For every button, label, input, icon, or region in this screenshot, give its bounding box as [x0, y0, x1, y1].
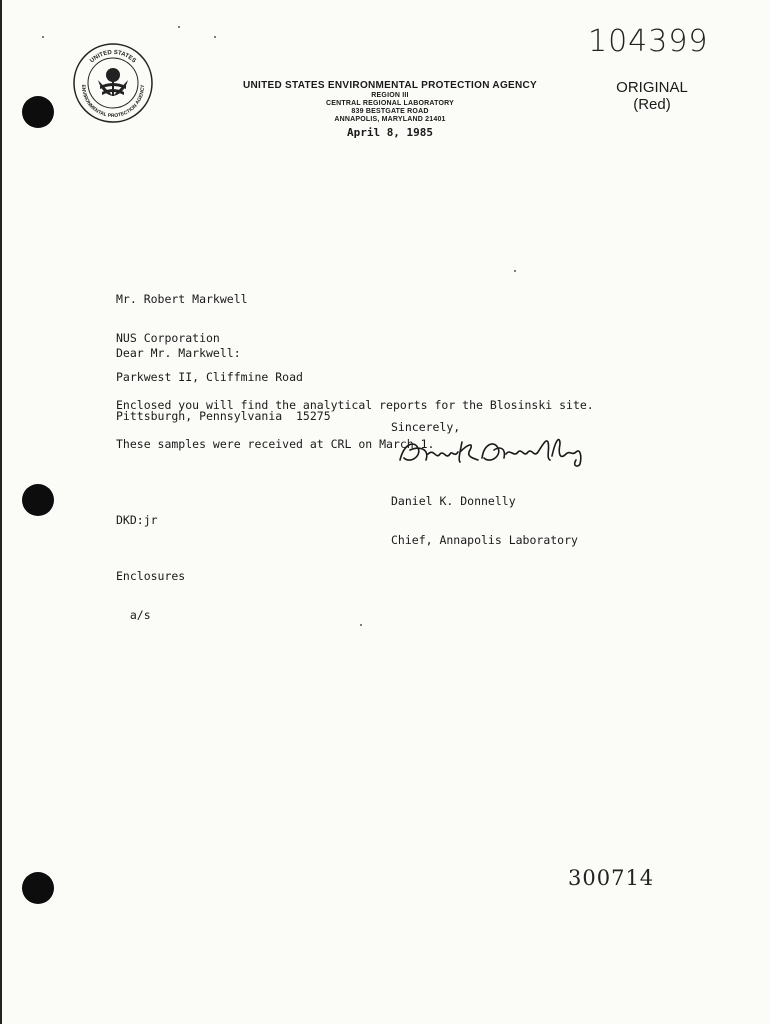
scan-speck — [360, 624, 362, 626]
epa-seal — [72, 42, 154, 124]
enclosures-label: Enclosures — [116, 569, 186, 583]
recipient-line: Mr. Robert Markwell — [116, 292, 248, 306]
agency-name: UNITED STATES ENVIRONMENTAL PROTECTION AGENCY — [242, 80, 538, 91]
page-edge — [0, 0, 2, 1024]
epa-seal-icon — [72, 42, 154, 124]
seal-text-top: UNITED STATES — [89, 49, 137, 65]
svg-text:UNITED STATES — [89, 50, 136, 65]
signature-block — [391, 469, 578, 560]
recipient-line: NUS Corporation — [116, 331, 220, 345]
body-line: These samples were received at CRL on March 1. — [116, 437, 435, 451]
reference-initials: DKD:jr — [116, 513, 158, 527]
stamp-original-label: ORIGINAL — [616, 79, 688, 96]
city-line: ANNAPOLIS, MARYLAND 21401 — [334, 115, 446, 123]
punch-hole-middle — [22, 484, 54, 516]
salutation: Dear Mr. Markwell: — [116, 346, 241, 360]
lab-line: CENTRAL REGIONAL LABORATORY — [326, 99, 454, 107]
document-number: 104399 — [588, 24, 709, 59]
scan-speck — [178, 26, 180, 28]
punch-hole-top — [22, 96, 54, 128]
punch-hole-bottom — [22, 872, 54, 904]
street-line: 839 BESTGATE ROAD — [351, 107, 429, 115]
scan-speck — [42, 36, 44, 38]
letter-date: April 8, 1985 — [346, 125, 434, 139]
body-line: Enclosed you will find the analytical reports for the Blosinski site. — [116, 398, 594, 412]
recipient-line: Parkwest II, Cliffmine Road — [116, 370, 303, 384]
letterhead — [180, 80, 600, 139]
closing: Sincerely, — [391, 420, 461, 434]
signature-image — [396, 434, 592, 468]
region-line: REGION III — [371, 91, 409, 99]
enclosures-note: a/s — [116, 608, 151, 622]
recipient-line: Pittsburgh, Pennsylvania 15275 — [116, 409, 331, 423]
seal-text-bottom: ENVIRONMENTAL PROTECTION AGENCY — [79, 84, 147, 120]
page-number-stamp: 300714 — [568, 866, 655, 890]
stamp-color-label: (Red) — [633, 95, 671, 113]
original-stamp — [604, 80, 700, 113]
scan-speck — [514, 270, 516, 272]
scan-speck — [214, 36, 216, 38]
signature — [396, 434, 592, 468]
signer-title: Chief, Annapolis Laboratory — [391, 533, 578, 547]
signer-name: Daniel K. Donnelly — [391, 494, 516, 508]
enclosures — [116, 544, 185, 635]
